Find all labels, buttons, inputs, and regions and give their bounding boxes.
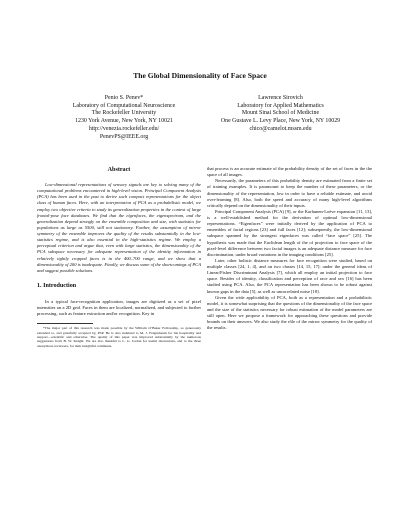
abstract-heading: Abstract: [107, 167, 131, 173]
author-url: http://venezia.rockefeller.edu/: [88, 125, 160, 132]
footnote: *The major part of this research was made possible by the William O’Baker Fellowship, so generously extended to, and gratefully accepted by, PSP. He is also indebted to M. J. Feigenbaum for his hospitality and support—scientific and otherwise. The quality of this paper was improved substantially by the numerous suggestions from B. W. Knight. We are also thankful to L. G. Jordan for useful discussions, and to the three anonymous reviewers, for their insightful comments.: [37, 326, 201, 348]
author-block-penev: [43, 95, 205, 141]
author-affiliation: Laboratory of Computational Neuroscience: [72, 102, 176, 109]
introduction-paragraph: In a typical face-recognition application, images are digitized as a set of pixel intensities on a 2D grid. Faces in them are localized, normalized, and subjected to further processing, such as feature extraction and/or recognition. Key in: [37, 298, 201, 317]
body-paragraph: Given the wide applicability of PCA, both as a representation and a probabilistic model, it is somewhat surprising that the questions of the dimensionality of the face space and the size of the statistics necessary for robust estimation of the model parameters are still open. Here we propose a framework for approaching these questions and provide bounds on their answers. We also study the rôle of the mirror symmetry for the quality of the results.: [207, 294, 372, 331]
body-paragraph: Principal Component Analysis (PCA) [9], or the Karhunen-Loève expansion [11, 13], is a well-established method for the derivation of optimal low-dimensional representations. “Eigenfaces” were initially derived by the application of PCA to ensembles of facial regions [23] and full faces [12]; subsequently, the low-dimensional subspace spanned by the strongest eigenfaces was called “face space” [25]. The hypothesis was made that the Euclidean length of the of projection to face space of the pixel-level difference between two facial images is an adequate distance measure for face discrimination, under broad variations in the imaging conditions [25].: [207, 208, 372, 257]
author-email: chico@camelot.mssm.edu: [249, 125, 312, 132]
author-affiliation: Laboratory for Applied Mathematics: [237, 102, 324, 109]
introduction-heading: 1. Introduction: [37, 282, 77, 289]
abstract-text: Low-dimensional representations of sensory signals are key to solving many of the computational problems encountered in high-level vision. Principal Component Analysis (PCA) has been used in the past to derive such compact representations for the object class of human faces. Here, with an interpretation of PCA as a probabilistic model, we employ two objective criteria to study its generalization properties in the context of large frontal-pose face databases. We find that the eigenfaces, the eigenspectrum, and the generalization depend strongly on the ensemble composition and size, with statistics for populations as large as 5500, still not stationary. Further, the assumption of mirror symmetry of the ensemble improves the quality of the results substantially in the low-statistics regime, and is also essential in the high-statistics regime. We employ a perceptual criterion and argue that, even with large statistics, the dimensionality of the PCA subspace necessary for adequate representation of the identity information in relatively tightly cropped faces is in the 400–700 range, and we show that a dimensionality of 200 is inadequate. Finally, we discuss some of the shortcomings of PCA and suggest possible solutions.: [37, 182, 201, 273]
author-name: Penio S. Penev*: [104, 95, 144, 101]
footnote-divider: [37, 323, 93, 324]
paper-title: The Global Dimensionality of Face Space: [133, 71, 267, 80]
author-block-sirovich: [198, 95, 363, 134]
author-name: Lawrence Sirovich: [258, 95, 303, 101]
author-address: 1230 York Avenue, New York, NY 10021: [75, 118, 173, 125]
body-paragraph: Necessarily, the parameters of this probability density are estimated from a finite set of training examples. It is paramount to keep the number of these parameters, or the dimensionality of the representation, low in order to have a reliable estimate, and avoid over-learning [8]. Also, both the speed and accuracy of many high-level algorithms critically depend on the dimensionality of their inputs.: [207, 178, 372, 208]
left-column: [37, 166, 201, 348]
body-paragraph: that process is an accurate estimate of the probability density of the set of faces in the the space of all images.: [207, 166, 372, 178]
body-paragraph: Later, other holistic distance measures for face recognition were studied, based on multiple classes [24, 1, 4], and on two classes [14, 15, 17]; under the general ideas of Linear/Fisher Discriminant Analysis [7], which all employ an initial projection to face space. Besides of identity, classification and perception of race and sex [16] has been studied using PCA. Also, the PCA representation has been shown to be robust against known gaps in the data [5], as well as uncorrelated noise [18].: [207, 257, 372, 294]
author-institution: The Rockefeller University: [91, 110, 157, 117]
right-column: [207, 166, 372, 331]
author-institution: Mount Sinai School of Medicine: [241, 110, 320, 117]
author-email: PenevPS@IEEE.org: [99, 133, 149, 140]
author-address: One Gustave L. Levy Place, New York, NY 10029: [220, 118, 341, 125]
